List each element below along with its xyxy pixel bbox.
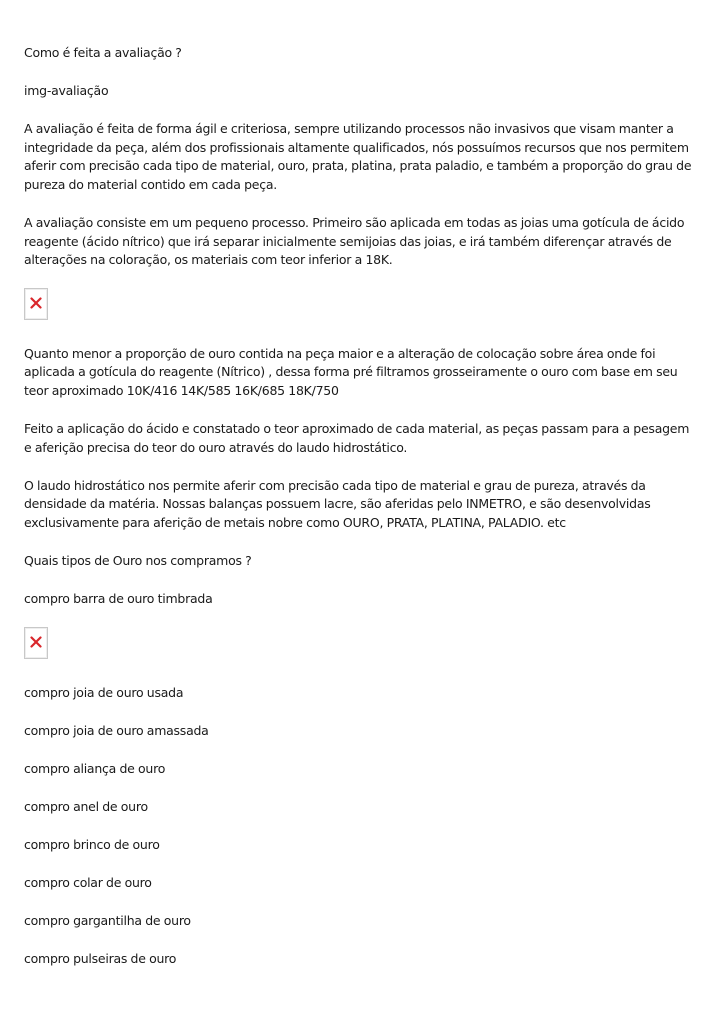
broken-image-icon bbox=[24, 288, 48, 320]
section-heading-types: Quais tipos de Ouro nos compramos ? bbox=[24, 553, 252, 569]
list-item: compro anel de ouro bbox=[24, 799, 148, 815]
paragraph-acid-application: Feito a aplicação do ácido e constatado o teor aproximado de cada material, as peças passam para a pesagem e aferição precisa do teor do ouro através do laudo hidrostático. bbox=[24, 421, 690, 455]
image-alt-text: img-avaliação bbox=[24, 83, 109, 99]
broken-image-x-icon bbox=[30, 636, 42, 648]
paragraph-evaluation-intro: A avaliação é feita de forma ágil e criteriosa, sempre utilizando processos não invasivos que visam manter a integridade da peça, além dos profissionais altamente qualificados, nós possuímos recursos que nos permitem aferir com precisão cada tipo de material, ouro, prata, platina, prata paladio, e também a proporção do grau de pureza do material contido em cada peça. bbox=[24, 121, 692, 192]
broken-image-x-icon bbox=[30, 297, 42, 309]
paragraph-gold-proportion: Quanto menor a proporção de ouro contida na peça maior e a alteração de colocação sobre área onde foi aplicada a gotícula do reagente (Nítrico) , dessa forma pré filtramos grosseiramente o ouro com base em seu teor aproximado 10K/416 14K/585 16K/685 18K/750 bbox=[24, 345, 678, 399]
section-heading-evaluation: Como é feita a avaliação ? bbox=[24, 45, 182, 60]
list-item: compro joia de ouro usada bbox=[24, 684, 184, 700]
list-item: compro colar de ouro bbox=[24, 875, 152, 891]
list-item: compro brinco de ouro bbox=[24, 837, 160, 853]
list-item: compro joia de ouro amassada bbox=[24, 722, 209, 738]
broken-image-icon bbox=[24, 627, 48, 659]
list-item: compro gargantilha de ouro bbox=[24, 913, 191, 929]
list-item-barra: compro barra de ouro timbrada bbox=[24, 591, 213, 607]
paragraph-hydrostatic-report: O laudo hidrostático nos permite aferir com precisão cada tipo de material e grau de pureza, através da densidade da matéria. Nossas balanças possuem lacre, são aferidas pelo INMETRO, e são desenvolvidas exclusivamente para aferição de metais nobre como OURO, PRATA, PLATINA, PALADIO. etc bbox=[24, 477, 651, 530]
paragraph-evaluation-process: A avaliação consiste em um pequeno processo. Primeiro são aplicada em todas as joias uma gotícula de ácido reagente (ácido nítrico) que irá separar inicialmente semijoias das joias, e irá também diferençar através de alterações na coloração, os materiais com teor inferior a 18K. bbox=[24, 215, 685, 268]
list-item: compro aliança de ouro bbox=[24, 760, 166, 776]
list-item: compro pulseiras de ouro bbox=[24, 951, 177, 967]
document-page bbox=[24, 44, 700, 969]
